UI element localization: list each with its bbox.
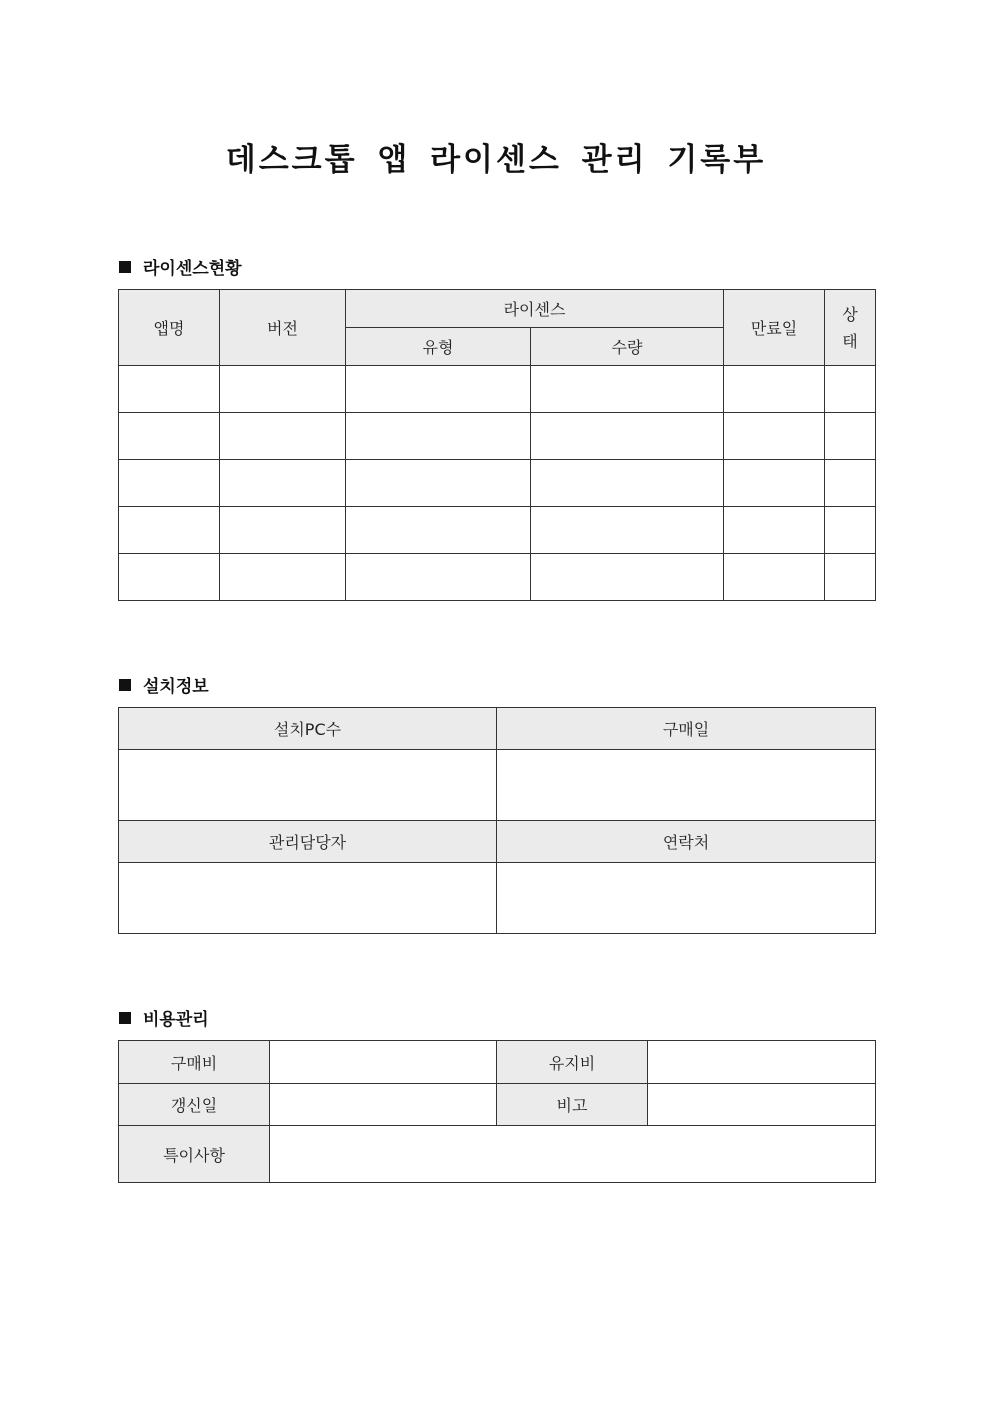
cell-app-name[interactable] bbox=[119, 507, 220, 554]
header-license-quantity: 수량 bbox=[531, 328, 724, 366]
header-license-type: 유형 bbox=[346, 328, 531, 366]
value-contact[interactable] bbox=[497, 863, 876, 934]
value-pc-count[interactable] bbox=[119, 750, 497, 821]
header-status-line1: 상 bbox=[842, 304, 858, 324]
cell-status[interactable] bbox=[825, 554, 876, 601]
license-section-heading-text: 라이센스현황 bbox=[143, 259, 242, 279]
cell-status[interactable] bbox=[825, 507, 876, 554]
cell-expiry[interactable] bbox=[724, 413, 825, 460]
label-purchase-cost: 구매비 bbox=[119, 1041, 270, 1084]
value-remarks[interactable] bbox=[648, 1084, 876, 1126]
label-notes: 특이사항 bbox=[119, 1126, 270, 1183]
cell-license-quantity[interactable] bbox=[531, 460, 724, 507]
header-status-line2: 태 bbox=[842, 331, 858, 351]
table-row bbox=[119, 507, 876, 554]
cell-version[interactable] bbox=[220, 366, 346, 413]
license-section-heading bbox=[119, 254, 242, 279]
square-bullet-icon bbox=[119, 1012, 131, 1024]
label-pc-count: 설치PC수 bbox=[119, 708, 497, 750]
install-section-heading-text: 설치정보 bbox=[143, 677, 209, 697]
install-info-table bbox=[118, 707, 876, 934]
cell-version[interactable] bbox=[220, 460, 346, 507]
cell-license-type[interactable] bbox=[346, 366, 531, 413]
cell-status[interactable] bbox=[825, 413, 876, 460]
cost-section-heading bbox=[119, 1005, 209, 1030]
header-expiry: 만료일 bbox=[724, 290, 825, 366]
table-row bbox=[119, 366, 876, 413]
cell-expiry[interactable] bbox=[724, 554, 825, 601]
cell-app-name[interactable] bbox=[119, 366, 220, 413]
label-manager: 관리담당자 bbox=[119, 821, 497, 863]
label-renewal-date: 갱신일 bbox=[119, 1084, 270, 1126]
cell-expiry[interactable] bbox=[724, 507, 825, 554]
cell-status[interactable] bbox=[825, 366, 876, 413]
cell-expiry[interactable] bbox=[724, 460, 825, 507]
value-manager[interactable] bbox=[119, 863, 497, 934]
label-contact: 연락처 bbox=[497, 821, 876, 863]
table-row bbox=[119, 460, 876, 507]
cell-app-name[interactable] bbox=[119, 554, 220, 601]
table-row bbox=[119, 413, 876, 460]
header-status bbox=[825, 290, 876, 366]
cell-version[interactable] bbox=[220, 554, 346, 601]
license-status-table bbox=[118, 289, 876, 601]
cell-license-type[interactable] bbox=[346, 507, 531, 554]
header-version: 버전 bbox=[220, 290, 346, 366]
cell-license-quantity[interactable] bbox=[531, 366, 724, 413]
value-purchase-cost[interactable] bbox=[270, 1041, 497, 1084]
square-bullet-icon bbox=[119, 261, 131, 273]
cell-app-name[interactable] bbox=[119, 460, 220, 507]
header-license: 라이센스 bbox=[346, 290, 724, 328]
value-notes[interactable] bbox=[270, 1126, 876, 1183]
label-maintenance-cost: 유지비 bbox=[497, 1041, 648, 1084]
value-maintenance-cost[interactable] bbox=[648, 1041, 876, 1084]
cell-expiry[interactable] bbox=[724, 366, 825, 413]
label-remarks: 비고 bbox=[497, 1084, 648, 1126]
install-section-heading bbox=[119, 672, 209, 697]
cell-version[interactable] bbox=[220, 507, 346, 554]
value-purchase-date[interactable] bbox=[497, 750, 876, 821]
header-app-name: 앱명 bbox=[119, 290, 220, 366]
cell-license-type[interactable] bbox=[346, 554, 531, 601]
cell-license-quantity[interactable] bbox=[531, 413, 724, 460]
cell-version[interactable] bbox=[220, 413, 346, 460]
cell-license-quantity[interactable] bbox=[531, 507, 724, 554]
cell-status[interactable] bbox=[825, 460, 876, 507]
table-row bbox=[119, 554, 876, 601]
square-bullet-icon bbox=[119, 679, 131, 691]
label-purchase-date: 구매일 bbox=[497, 708, 876, 750]
cell-app-name[interactable] bbox=[119, 413, 220, 460]
cost-section-heading-text: 비용관리 bbox=[143, 1010, 209, 1030]
cell-license-type[interactable] bbox=[346, 413, 531, 460]
cost-management-table bbox=[118, 1040, 876, 1183]
document-title: 데스크톱 앱 라이센스 관리 기록부 bbox=[225, 142, 767, 178]
cell-license-type[interactable] bbox=[346, 460, 531, 507]
cell-license-quantity[interactable] bbox=[531, 554, 724, 601]
value-renewal-date[interactable] bbox=[270, 1084, 497, 1126]
